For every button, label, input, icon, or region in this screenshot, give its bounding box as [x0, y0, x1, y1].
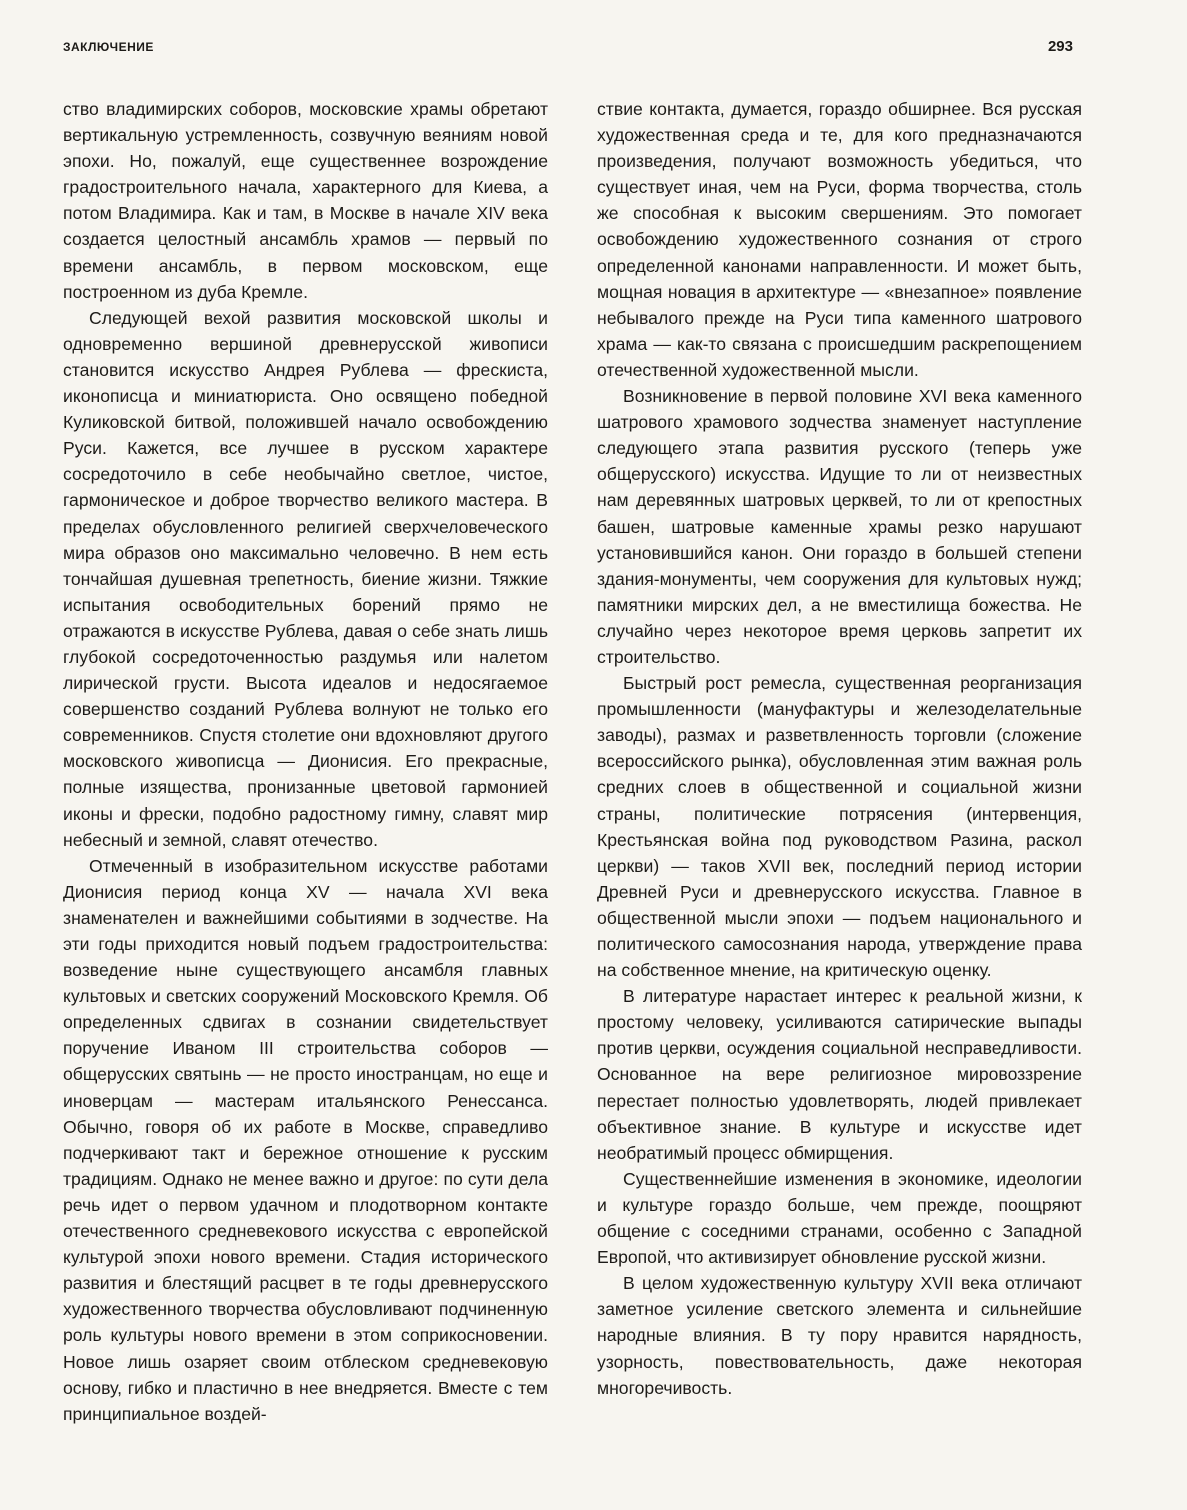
paragraph: Быстрый рост ремесла, существенная реорганизация промышленности (мануфактуры и железоделательные заводы), размах и разветвленность торговли (сложение всероссийского рынка), обусловленная этим важная роль средних слоев в общественной и социальной жизни страны, политические потрясения (интервенция, Крестьянская война под руководством Разина, раскол церкви) — таков XVII век, последний период истории Древней Руси и древнерусского искусства. Главное в общественной мысли эпохи — подъем национального и политического самосознания народа, утверждение права на собственное мнение, на критическую оценку.	[597, 673, 1082, 981]
paragraph: Возникновение в первой половине XVI века каменного шатрового храмового зодчества знаменует наступление следующего этапа развития русского (теперь уже общерусского) искусства. Идущие то ли от неизвестных нам деревянных шатровых церквей, то ли от крепостных башен, шатровые каменные храмы резко нарушают установившийся канон. Они гораздо в большей степени здания-монументы, чем сооружения для культовых нужд; памятники мирских дел, а не вместилища божества. Не случайно через некоторое время церковь запретит их строительство.	[597, 386, 1082, 667]
paragraph: Отмеченный в изобразительном искусстве работами Дионисия период конца XV — начала XVI века знаменателен и важнейшими событиями в зодчестве. На эти годы приходится новый подъем градостроительства: возведение ныне существующего ансамбля главных культовых и светских сооружений Московского Кремля. Об определенных сдвигах в сознании свидетельствует поручение Иваном III строительства соборов — общерусских святынь — не просто иностранцам, но еще и иноверцам — мастерам итальянского Ренессанса. Обычно, говоря об их работе в Москве, справедливо подчеркивают такт и бережное отношение к русским традициям. Однако не менее важно и другое: по сути дела речь идет о первом удачном и плодотворном контакте отечественного средневекового искусства с европейской культурой эпохи нового времени. Стадия исторического развития и блестящий расцвет в те годы древнерусского художественного творчества обусловливают подчиненную роль культуры нового времени в этом соприкосновении. Новое лишь озаряет своим отблеском средневековую основу, гибко и пластично в нее внедряется. Вместе с тем принципиальное воздей-	[63, 855, 548, 1424]
paragraph: Существеннейшие изменения в экономике, идеологии и культуре гораздо больше, чем прежде, поощряют общение с соседними странами, особенно с Западной Европой, что активизирует обновление русской жизни.	[597, 1168, 1082, 1268]
page-number: 293	[1047, 38, 1073, 55]
paragraph: ствие контакта, думается, гораздо обширнее. Вся русская художественная среда и те, для кого предназначаются произведения, получают возможность убедиться, что существует иная, чем на Руси, форма творчества, столь же способная к высоким свершениям. Это помогает освобождению художественного сознания от строго определенной канонами направленности. И может быть, мощная новация в архитектуре — «внезапное» появление небывалого прежде на Руси типа каменного шатрового храма — как-то связана с происшедшим раскрепощением отечественной художественной мысли.	[597, 99, 1082, 380]
paragraph: ство владимирских соборов, московские храмы обретают вертикальную устремленность, созвучную веяниям новой эпохи. Но, пожалуй, еще существеннее возрождение градостроительного начала, характерного для Киева, а потом Владимира. Как и там, в Москве в начале XIV века создается целостный ансамбль храмов — первый по времени ансамбль, в первом московском, еще построенном из дуба Кремле.	[63, 99, 548, 302]
paragraph: Следующей вехой развития московской школы и одновременно вершиной древнерусской живописи становится искусство Андрея Рублева — фрескиста, иконописца и миниатюриста. Оно освящено победной Куликовской битвой, положившей начало освобождению Руси. Кажется, все лучшее в русском характере сосредоточило в себе необычайно светлое, чистое, гармоническое и доброе творчество великого мастера. В пределах обусловленного религией сверхчеловеческого мира образов оно максимально человечно. В нем есть тончайшая душевная трепетность, биение жизни. Тяжкие испытания освободительных борений прямо не отражаются в искусстве Рублева, давая о себе знать лишь глубокой сосредоточенностью раздумья или налетом лирической грусти. Высота идеалов и недосягаемое совершенство созданий Рублева волнуют не только его современников. Спустя столетие они вдохновляют другого московского живописца — Дионисия. Его прекрасные, полные изящества, пронизанные цветовой гармонией иконы и фрески, подобно радостному гимну, славят мир небесный и земной, славят отечество.	[63, 307, 548, 850]
left-column	[63, 96, 548, 1427]
right-column	[597, 96, 1082, 1401]
paragraph: В литературе нарастает интерес к реальной жизни, к простому человеку, усиливаются сатирические выпады против церкви, осуждения социальной несправедливости. Основанное на вере религиозное мировоззрение перестает полностью удовлетворять, людей привлекает объективное знание. В культуре и искусстве идет необратимый процесс обмирщения.	[597, 986, 1082, 1163]
paragraph: В целом художественную культуру XVII века отличают заметное усиление светского элемента и сильнейшие народные влияния. В ту пору нравится нарядность, узорность, повествовательность, даже некоторая многоречивость.	[597, 1273, 1082, 1398]
running-head: ЗАКЛЮЧЕНИЕ	[63, 40, 154, 54]
